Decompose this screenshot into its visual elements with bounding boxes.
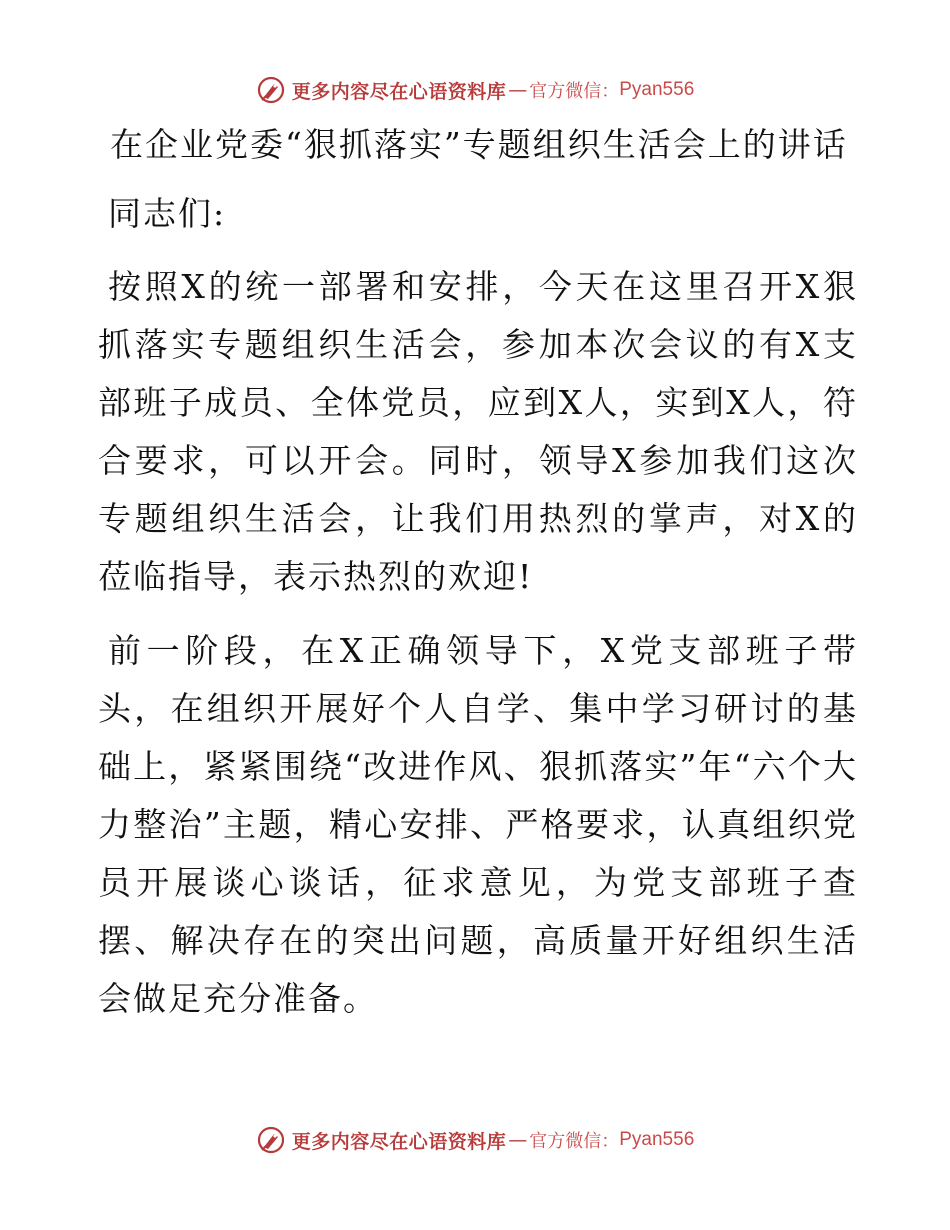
banner-wechat-id: Pyan556 [619, 1129, 695, 1150]
banner-separator: — [508, 79, 528, 101]
paragraph: 前一阶段，在X正确领导下，X党支部班子带头，在组织开展好个人自学、集中学习研讨的基础上，紧紧围绕“改进作风、狠抓落实”年“六个大力整治”主题，精心安排、严格要求，认真组织党员开展谈心谈话，征求意见，为党支部班子查摆、解决存在的突出问题，高质量开好组织生活会做足充分准备。 [98, 631, 858, 1018]
banner-wechat-label: 官方微信： [529, 1131, 620, 1152]
pen-nib-logo-icon [256, 75, 286, 105]
pen-nib-logo-icon [256, 1125, 286, 1155]
banner-wechat-id: Pyan556 [619, 79, 695, 100]
salutation: 同志们: [108, 194, 227, 233]
paragraph: 按照X的统一部署和安排，今天在这里召开X狠抓落实专题组织生活会，参加本次会议的有X支部班子成员、全体党员，应到X人，实到X人，符合要求，可以开会。同时，领导X参加我们这次专题组织生活会，让我们用热烈的掌声，对X的莅临指导，表示热烈的欢迎! [98, 267, 858, 596]
footer-banner [0, 1120, 950, 1160]
banner-site-name: 更多内容尽在心语资料库 [291, 80, 507, 103]
banner-separator: — [508, 1129, 528, 1151]
banner-site-name: 更多内容尽在心语资料库 [291, 1130, 507, 1153]
banner-wechat-label: 官方微信： [529, 81, 620, 102]
header-banner [0, 70, 950, 110]
document-title: 在企业党委“狠抓落实”专题组织生活会上的讲话 [110, 125, 848, 164]
document-body [98, 120, 858, 1028]
